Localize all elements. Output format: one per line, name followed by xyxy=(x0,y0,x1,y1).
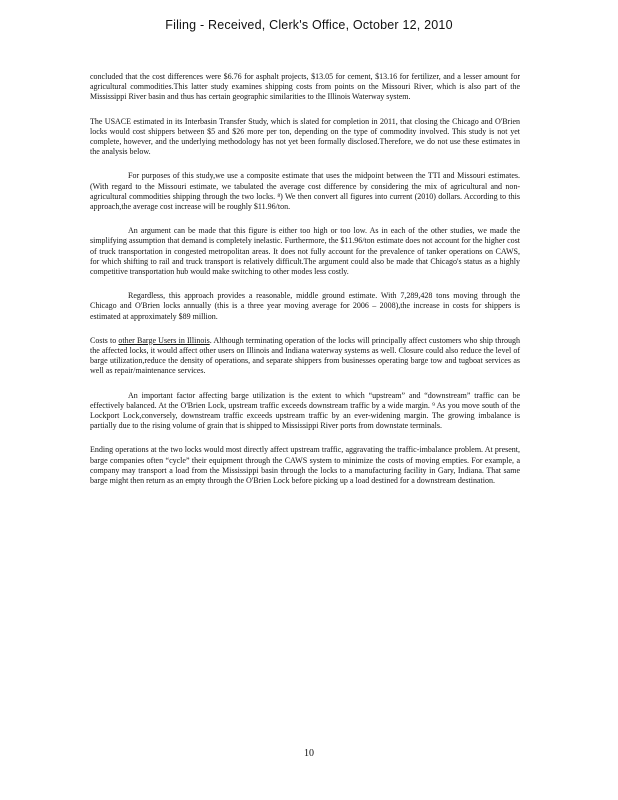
document-body xyxy=(90,72,520,500)
paragraph-composite-estimate: For purposes of this study,we use a composite estimate that uses the midpoint between the TTI and Missouri estimates. (With regard to the Missouri estimate, we tabulated the average cost difference by considering the mix of agricultural and non-agricultural commodities shipping through the two locks. ⁸) We then convert all figures into current (2010) dollars. According to this approach,the average cost increase will be roughly $11.96/ton. xyxy=(90,171,520,212)
paragraph-ending-operations: Ending operations at the two locks would most directly affect upstream traffic, aggravating the traffic-imbalance problem. At present, barge companies often “cycle” their equipment through the CAWS system to minimize the costs of moving empties. For example, a company may transport a load from the Mississippi basin through the locks to a manufacturing facility in Gary, Indiana. That same barge might then return as an empty through the O'Brien Lock before picking up a load destined for a downstream destination. xyxy=(90,445,520,486)
filing-header: Filing - Received, Clerk's Office, October 12, 2010 xyxy=(165,18,453,32)
paragraph-lead: Costs to xyxy=(90,335,119,345)
paragraph-cost-differences: concluded that the cost differences were $6.76 for asphalt projects, $13.05 for cement, $13.16 for fertilizer, and a lesser amount for agricultural commodities.This latter study examines shipping costs from points on the Missouri River, which is also part of the Mississippi River basin and thus has certain geographic similarities to the Illinois Waterway system. xyxy=(90,72,520,102)
paragraph-regardless: Regardless, this approach provides a reasonable, middle ground estimate. With 7,289,428 tons moving through the Chicago and O'Brien locks annually (this is a three year moving average for 2006 – 2008),the increase in costs for shippers is estimated at approximately $89 million. xyxy=(90,291,520,321)
section-heading-underlined: other Barge Users in Illinois xyxy=(118,335,210,345)
paragraph-other-barge-users xyxy=(90,336,520,377)
paragraph-argument: An argument can be made that this figure is either too high or too low. As in each of the other studies, we made the simplifying assumption that demand is completely inelastic. Furthermore, the $11.96/ton estimate does not account for the higher cost of truck transportation in congested metropolitan areas. It does not fully account for the prevalence of tanker operations on CAWS, for which shifting to rail and truck transport is relatively difficult.The argument could also be made that Chicago's status as a highly competitive transportation hub would make switching to other modes less costly. xyxy=(90,226,520,277)
paragraph-usace-estimate: The USACE estimated in its Interbasin Transfer Study, which is slated for completion in 2011, that closing the Chicago and O'Brien locks would cost shippers between $5 and $26 more per ton, depending on the type of commodity involved. This study is not yet complete, however, and the underlying methodology has not yet been formally disclosed.Therefore, we do not use these estimates in the analysis below. xyxy=(90,116,520,157)
paragraph-body: . Although terminating operation of the locks will principally affect customers who ship through the affected locks, it would affect other users on Illinois and Indiana waterway systems as well. Closure could also reduce the level of barge utilization,reduce the density of operations, and separate shippers from businesses operating barge tow and tugboat services as well as repair/maintenance services. xyxy=(90,335,520,376)
paragraph-barge-utilization: An important factor affecting barge utilization is the extent to which “upstream” and “downstream” traffic can be effectively balanced. At the O'Brien Lock, upstream traffic exceeds downstream traffic by a wide margin. ⁹ As you move south of the Lockport Lock,conversely, downstream traffic exceeds upstream traffic by an ever-widening margin. The growing imbalance is partially due to the rising volume of grain that is shipped to Mississippi River ports from downstate terminals. xyxy=(90,390,520,431)
page-number: 10 xyxy=(304,748,314,759)
